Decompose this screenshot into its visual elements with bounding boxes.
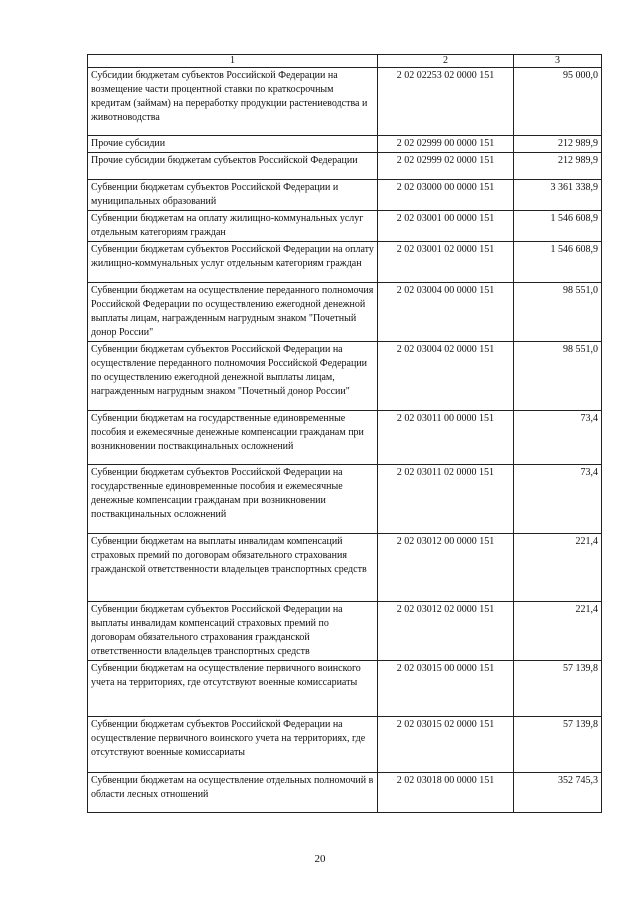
row-name-cell: Субвенции бюджетам на оплату жилищно-коммунальных услуг отдельным категориям граждан — [88, 211, 378, 242]
row-name-cell: Прочие субсидии бюджетам субъектов Российской Федерации — [88, 153, 378, 180]
table-row — [88, 242, 602, 283]
row-code-cell: 2 02 03012 02 0000 151 — [378, 602, 514, 661]
row-amount-cell: 221,4 — [514, 534, 602, 602]
row-code-cell: 2 02 03004 00 0000 151 — [378, 283, 514, 342]
column-header-3: 3 — [514, 55, 602, 68]
table-row — [88, 465, 602, 534]
row-name-cell: Субвенции бюджетам субъектов Российской Федерации на осуществление первичного воинского учета на территориях, где отсутствуют военные комиссариаты — [88, 717, 378, 773]
table-row — [88, 180, 602, 211]
row-amount-cell: 98 551,0 — [514, 342, 602, 411]
row-amount-cell: 73,4 — [514, 411, 602, 465]
row-amount-cell: 352 745,3 — [514, 773, 602, 813]
row-code-cell: 2 02 03015 00 0000 151 — [378, 661, 514, 717]
row-name-cell: Субвенции бюджетам на осуществление первичного воинского учета на территориях, где отсутствуют военные комиссариаты — [88, 661, 378, 717]
table-row — [88, 211, 602, 242]
row-code-cell: 2 02 03015 02 0000 151 — [378, 717, 514, 773]
table-row — [88, 411, 602, 465]
row-name-cell: Субвенции бюджетам на выплаты инвалидам компенсаций страховых премий по договорам обязательного страхования гражданской ответственности владельцев транспортных средств — [88, 534, 378, 602]
table-row — [88, 153, 602, 180]
table-row — [88, 717, 602, 773]
table-row — [88, 773, 602, 813]
row-code-cell: 2 02 03001 02 0000 151 — [378, 242, 514, 283]
row-amount-cell: 95 000,0 — [514, 68, 602, 136]
table-header-row — [88, 55, 602, 68]
row-amount-cell: 221,4 — [514, 602, 602, 661]
table-row — [88, 661, 602, 717]
row-code-cell: 2 02 02999 00 0000 151 — [378, 136, 514, 153]
table-row — [88, 534, 602, 602]
row-name-cell: Субвенции бюджетам субъектов Российской Федерации на государственные единовременные пособия и ежемесячные денежные компенсации гражданам при возникновении поствакцинальных осложнений — [88, 465, 378, 534]
row-amount-cell: 212 989,9 — [514, 136, 602, 153]
row-amount-cell: 57 139,8 — [514, 661, 602, 717]
row-amount-cell: 57 139,8 — [514, 717, 602, 773]
row-code-cell: 2 02 03011 02 0000 151 — [378, 465, 514, 534]
row-amount-cell: 73,4 — [514, 465, 602, 534]
table-row — [88, 602, 602, 661]
row-code-cell: 2 02 03004 02 0000 151 — [378, 342, 514, 411]
table-row — [88, 68, 602, 136]
row-name-cell: Субвенции бюджетам на осуществление отдельных полномочий в области лесных отношений — [88, 773, 378, 813]
row-name-cell: Субвенции бюджетам субъектов Российской Федерации на оплату жилищно-коммунальных услуг отдельным категориям граждан — [88, 242, 378, 283]
row-code-cell: 2 02 03011 00 0000 151 — [378, 411, 514, 465]
row-amount-cell: 1 546 608,9 — [514, 242, 602, 283]
table-row — [88, 136, 602, 153]
table-row — [88, 342, 602, 411]
row-name-cell: Субвенции бюджетам на государственные единовременные пособия и ежемесячные денежные компенсации гражданам при возникновении поствакцинальных осложнений — [88, 411, 378, 465]
row-amount-cell: 1 546 608,9 — [514, 211, 602, 242]
row-amount-cell: 212 989,9 — [514, 153, 602, 180]
row-code-cell: 2 02 02999 02 0000 151 — [378, 153, 514, 180]
row-name-cell: Субвенции бюджетам субъектов Российской Федерации и муниципальных образований — [88, 180, 378, 211]
row-code-cell: 2 02 02253 02 0000 151 — [378, 68, 514, 136]
row-name-cell: Субвенции бюджетам на осуществление переданного полномочия Российской Федерации по осуществлению ежегодной денежной выплаты лицам, награжденным нагрудным знаком "Почетный донор России" — [88, 283, 378, 342]
table-body — [88, 68, 602, 813]
column-header-2: 2 — [378, 55, 514, 68]
row-amount-cell: 3 361 338,9 — [514, 180, 602, 211]
row-name-cell: Субвенции бюджетам субъектов Российской Федерации на выплаты инвалидам компенсаций страховых премий по договорам обязательного страхования гражданской ответственности владельцев транспортных средств — [88, 602, 378, 661]
budget-revenue-table — [87, 54, 602, 813]
page-number: 20 — [314, 853, 326, 865]
row-name-cell: Субсидии бюджетам субъектов Российской Федерации на возмещение части процентной ставки по краткосрочным кредитам (займам) на переработку продукции растениеводства и животноводства — [88, 68, 378, 136]
row-code-cell: 2 02 03012 00 0000 151 — [378, 534, 514, 602]
table-row — [88, 283, 602, 342]
row-code-cell: 2 02 03001 00 0000 151 — [378, 211, 514, 242]
row-code-cell: 2 02 03018 00 0000 151 — [378, 773, 514, 813]
row-name-cell: Субвенции бюджетам субъектов Российской Федерации на осуществление переданного полномочия Российской Федерации по осуществлению ежегодной денежной выплаты лицам, награжденным нагрудным знаком "Почетный донор России" — [88, 342, 378, 411]
row-code-cell: 2 02 03000 00 0000 151 — [378, 180, 514, 211]
row-amount-cell: 98 551,0 — [514, 283, 602, 342]
column-header-1: 1 — [88, 55, 378, 68]
row-name-cell: Прочие субсидии — [88, 136, 378, 153]
